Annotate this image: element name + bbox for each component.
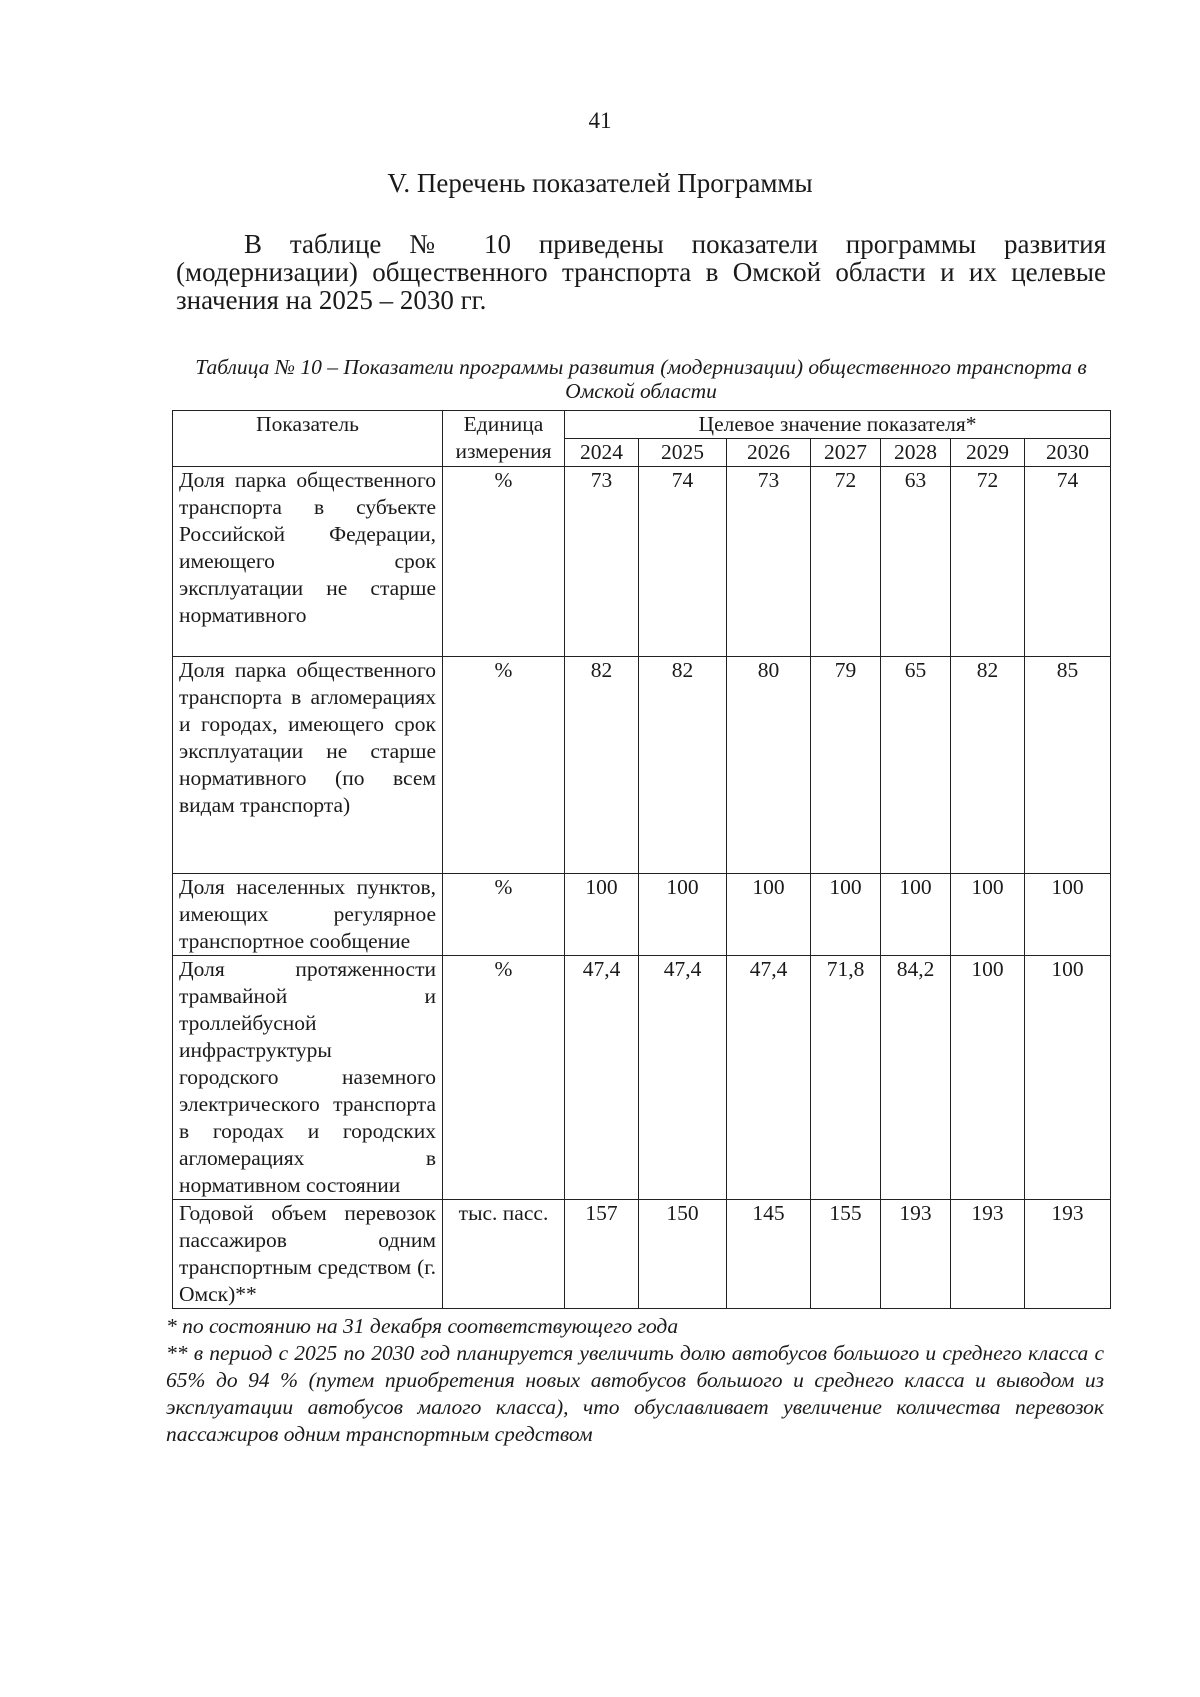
footnotes: [166, 1313, 1104, 1448]
indicator-value: 71,8: [811, 956, 881, 1200]
indicator-value: 79: [811, 657, 881, 874]
indicator-value: 74: [1025, 467, 1111, 657]
section-title: V. Перечень показателей Программы: [387, 168, 813, 198]
indicator-value: 193: [881, 1200, 951, 1309]
indicator-unit: %: [443, 956, 565, 1200]
indicator-value: 47,4: [727, 956, 811, 1200]
year-header: 2028: [881, 439, 951, 467]
indicator-unit: тыс. пасс.: [443, 1200, 565, 1309]
page-number: 41: [588, 108, 612, 133]
indicator-value: 47,4: [565, 956, 639, 1200]
header-unit: Единица измерения: [443, 411, 565, 467]
indicator-value: 100: [951, 874, 1025, 956]
table-row: [173, 467, 1111, 657]
table-row: [173, 657, 1111, 874]
year-header: 2027: [811, 439, 881, 467]
indicator-value: 100: [639, 874, 727, 956]
year-header: 2025: [639, 439, 727, 467]
indicator-value: 100: [1025, 874, 1111, 956]
indicator-value: 84,2: [881, 956, 951, 1200]
table-caption: Таблица № 10 – Показатели программы развития (модернизации) общественного транспорта в Омской области: [195, 355, 1087, 403]
indicator-value: 193: [951, 1200, 1025, 1309]
indicator-value: 82: [639, 657, 727, 874]
year-header: 2030: [1025, 439, 1111, 467]
indicator-value: 155: [811, 1200, 881, 1309]
indicator-value: 100: [565, 874, 639, 956]
indicator-value: 150: [639, 1200, 727, 1309]
year-header: 2024: [565, 439, 639, 467]
indicator-value: 100: [951, 956, 1025, 1200]
table-row: [173, 874, 1111, 956]
indicator-value: 80: [727, 657, 811, 874]
indicator-value: 100: [811, 874, 881, 956]
indicator-value: 65: [881, 657, 951, 874]
indicator-name: Годовой объем перевозок пассажиров одним транспортным средством (г. Омск)**: [173, 1200, 443, 1309]
indicator-value: 85: [1025, 657, 1111, 874]
indicator-value: 82: [565, 657, 639, 874]
indicator-unit: %: [443, 467, 565, 657]
indicator-value: 73: [565, 467, 639, 657]
indicator-unit: %: [443, 874, 565, 956]
indicator-value: 145: [727, 1200, 811, 1309]
indicator-value: 100: [881, 874, 951, 956]
indicator-value: 47,4: [639, 956, 727, 1200]
table-row: [173, 1200, 1111, 1309]
indicator-value: 82: [951, 657, 1025, 874]
table-header-row: [173, 411, 1111, 439]
indicator-name: Доля парка общественного транспорта в субъекте Российской Федерации, имеющего срок эксплуатации не старше нормативного: [173, 467, 443, 657]
year-header: 2026: [727, 439, 811, 467]
header-indicator: Показатель: [173, 411, 443, 467]
footnote-1: * по состоянию на 31 декабря соответствующего года: [166, 1314, 679, 1338]
indicator-name: Доля парка общественного транспорта в агломерациях и городах, имеющего срок эксплуатации не старше нормативного (по всем видам транспорта): [173, 657, 443, 874]
indicator-value: 63: [881, 467, 951, 657]
indicator-value: 73: [727, 467, 811, 657]
indicator-unit: %: [443, 657, 565, 874]
indicator-value: 100: [727, 874, 811, 956]
indicator-value: 72: [951, 467, 1025, 657]
indicator-value: 100: [1025, 956, 1111, 1200]
intro-paragraph: В таблице № 10 приведены показатели программы развития (модернизации) общественного транспорта в Омской области и их целевые значения на 2025 – 2030 гг.: [176, 229, 1106, 315]
year-header: 2029: [951, 439, 1025, 467]
footnote-2: ** в период с 2025 по 2030 год планируется увеличить долю автобусов большого и среднего класса с 65% до 94 % (путем приобретения новых автобусов большого и среднего класса и выводом из эксплуатации автобусов малого класса), что обуславливает увеличение количества перевозок пассажиров одним транспортным средством: [166, 1341, 1104, 1446]
indicator-value: 157: [565, 1200, 639, 1309]
indicators-table: [172, 410, 1111, 1309]
indicator-value: 193: [1025, 1200, 1111, 1309]
indicator-value: 72: [811, 467, 881, 657]
indicator-name: Доля протяженности трамвайной и троллейбусной инфраструктуры городского наземного электрического транспорта в городах и городских агломерациях в нормативном состоянии: [173, 956, 443, 1200]
indicator-value: 74: [639, 467, 727, 657]
table-row: [173, 956, 1111, 1200]
indicator-name: Доля населенных пунктов, имеющих регулярное транспортное сообщение: [173, 874, 443, 956]
header-target-value: Целевое значение показателя*: [565, 411, 1111, 439]
